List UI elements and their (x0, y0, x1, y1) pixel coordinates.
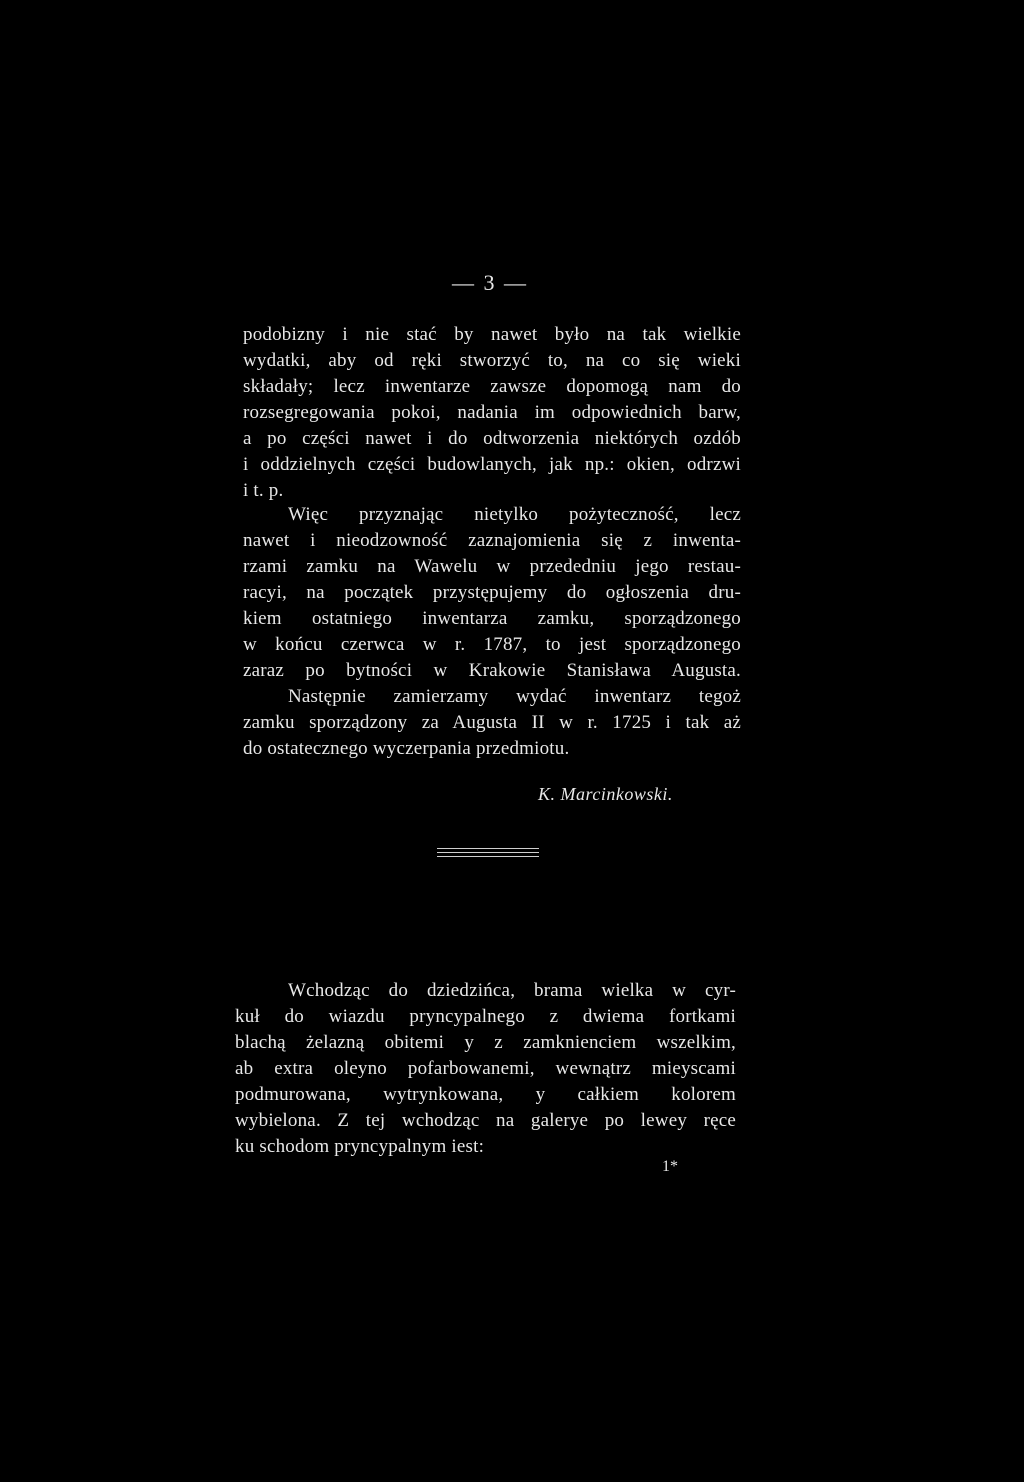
text-line: rzami zamku na Wawelu w przededniu jego restau- (243, 556, 741, 577)
text-line: kuł do wiazdu pryncypalnego z dwiema fortkami (235, 1006, 736, 1027)
text-line: w końcu czerwca w r. 1787, to jest sporządzonego (243, 634, 741, 655)
text-line: do ostatecznego wyczerpania przedmiotu. (243, 738, 570, 759)
text-line: zaraz po bytności w Krakowie Stanisława Augusta. (243, 660, 741, 681)
text-line: nawet i nieodzowność zaznajomienia się z inwenta- (243, 530, 741, 551)
text-line: podmurowana, wytrynkowana, y całkiem kolorem (235, 1084, 736, 1105)
text-line: rozsegregowania pokoi, nadania im odpowiednich barw, (243, 402, 741, 423)
text-line: a po części nawet i do odtworzenia niektórych ozdób (243, 428, 741, 449)
text-line: Wchodząc do dziedzińca, brama wielka w cyr- (288, 980, 736, 1001)
text-line: i oddzielnych części budowlanych, jak np.: okien, odrzwi (243, 454, 741, 475)
text-line: ku schodom pryncypalnym iest: (235, 1136, 485, 1157)
text-line: podobizny i nie stać by nawet było na tak wielkie (243, 324, 741, 345)
text-line: wydatki, aby od ręki stworzyć to, na co się wieki (243, 350, 741, 371)
text-line: wybielona. Z tej wchodząc na galerye po lewey ręce (235, 1110, 736, 1131)
text-line: ab extra oleyno pofarbowanemi, wewnątrz mieyscami (235, 1058, 736, 1079)
text-line: racyi, na początek przystępujemy do ogłoszenia dru- (243, 582, 741, 603)
sheet-mark: 1* (662, 1158, 678, 1175)
text-line: Więc przyznając nietylko pożyteczność, lecz (288, 504, 741, 525)
page-number: — 3 — (452, 270, 528, 295)
separator-rule (437, 848, 539, 858)
signature: K. Marcinkowski. (538, 784, 673, 804)
text-line: blachą żelazną obitemi y z zamknienciem wszelkim, (235, 1032, 736, 1053)
text-line: i t. p. (243, 480, 284, 501)
text-line: zamku sporządzony za Augusta II w r. 1725 i tak aż (243, 712, 741, 733)
text-line: składały; lecz inwentarze zawsze dopomogą nam do (243, 376, 741, 397)
text-line: Następnie zamierzamy wydać inwentarz tegoż (288, 686, 741, 707)
text-line: kiem ostatniego inwentarza zamku, sporządzonego (243, 608, 741, 629)
